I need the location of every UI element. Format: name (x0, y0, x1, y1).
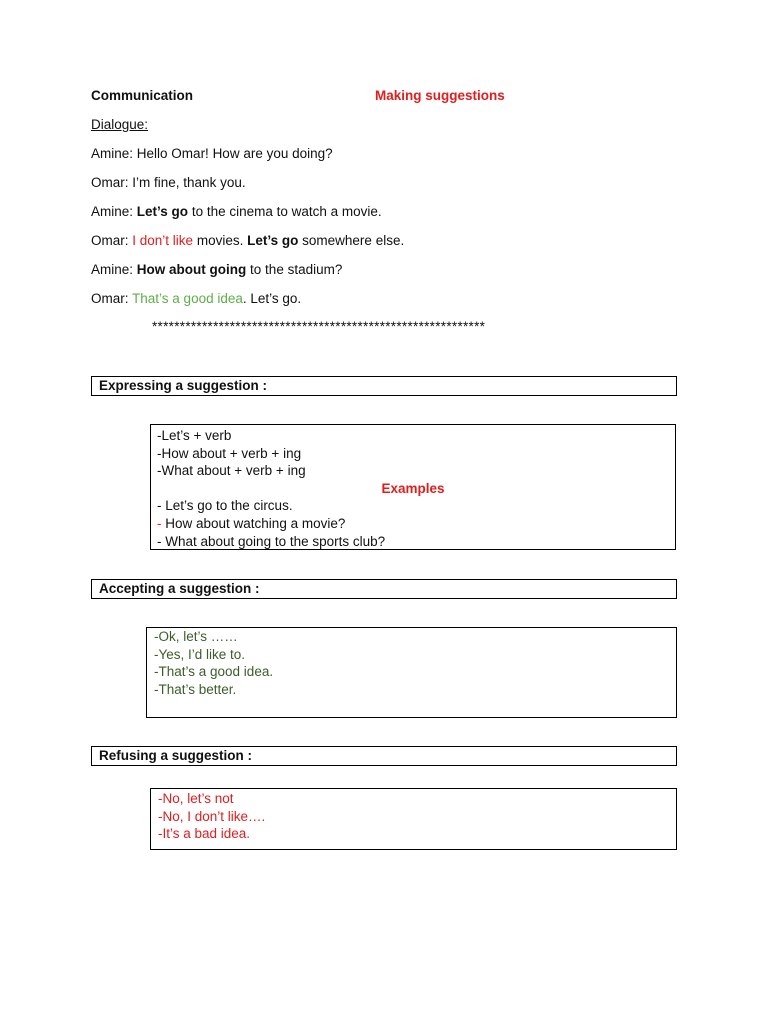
accept-item: -That’s better. (154, 681, 237, 697)
refusal-phrase: I don’t like (132, 233, 194, 248)
speaker: Amine: (91, 204, 134, 219)
suggestion-phrase: Let’s go (247, 233, 299, 248)
refuse-item: -No, I don’t like…. (158, 808, 266, 824)
page-title: Communication (91, 88, 194, 103)
speaker: Amine: (91, 146, 134, 161)
section-heading: Expressing a suggestion : (99, 378, 268, 393)
speaker: Omar: (91, 175, 129, 190)
rule-item: -Let’s + verb (157, 428, 232, 443)
utterance: to the cinema to watch a movie. (191, 204, 382, 219)
section-heading: Accepting a suggestion : (99, 581, 260, 596)
dialogue-line-5 (91, 262, 342, 277)
rule-item: -How about + verb + ing (157, 445, 302, 461)
utterance: movies. (196, 233, 244, 248)
topic-title: Making suggestions (375, 88, 505, 103)
expressing-content-box (150, 424, 676, 550)
separator-line: ************************************************************ (152, 319, 486, 334)
accepting-content-box (146, 627, 677, 718)
acceptance-phrase: That’s a good idea (132, 291, 243, 306)
refuse-item: -It’s a bad idea. (158, 826, 251, 842)
dialogue-label: Dialogue: (91, 117, 149, 132)
refusing-heading-box (91, 746, 677, 766)
refuse-item: -No, let’s not (158, 791, 234, 806)
expressing-heading-box (91, 376, 677, 396)
accept-item: -That’s a good idea. (154, 664, 274, 680)
refusing-content-box (150, 788, 677, 850)
accept-item: -Yes, I’d like to. (154, 646, 246, 662)
utterance: I’m fine, thank you. (132, 175, 246, 190)
utterance: Hello Omar! How are you doing? (136, 146, 333, 161)
example-dash: - (157, 515, 162, 531)
example-item: - What about going to the sports club? (157, 533, 386, 549)
accept-item: -Ok, let’s …… (154, 629, 238, 644)
utterance: somewhere else. (302, 233, 405, 248)
speaker: Omar: (91, 233, 129, 248)
dialogue-line-3 (91, 204, 382, 219)
utterance: . Let’s go. (242, 291, 302, 306)
dialogue-line-4 (91, 233, 404, 248)
rule-item: -What about + verb + ing (157, 463, 306, 479)
section-heading: Refusing a suggestion : (99, 748, 253, 763)
speaker: Amine: (91, 262, 134, 277)
example-item (157, 515, 675, 533)
utterance: to the stadium? (250, 262, 343, 277)
suggestion-phrase: Let’s go (136, 204, 189, 219)
examples-label: Examples (381, 480, 445, 496)
accepting-heading-box (91, 579, 677, 599)
dialogue-line-2 (91, 175, 246, 190)
example-item: - Let’s go to the circus. (157, 498, 293, 514)
suggestion-phrase: How about going (136, 262, 247, 277)
example-text: How about watching a movie? (161, 515, 346, 531)
dialogue-line-6 (91, 291, 301, 306)
speaker: Omar: (91, 291, 129, 306)
dialogue-line-1 (91, 146, 333, 161)
